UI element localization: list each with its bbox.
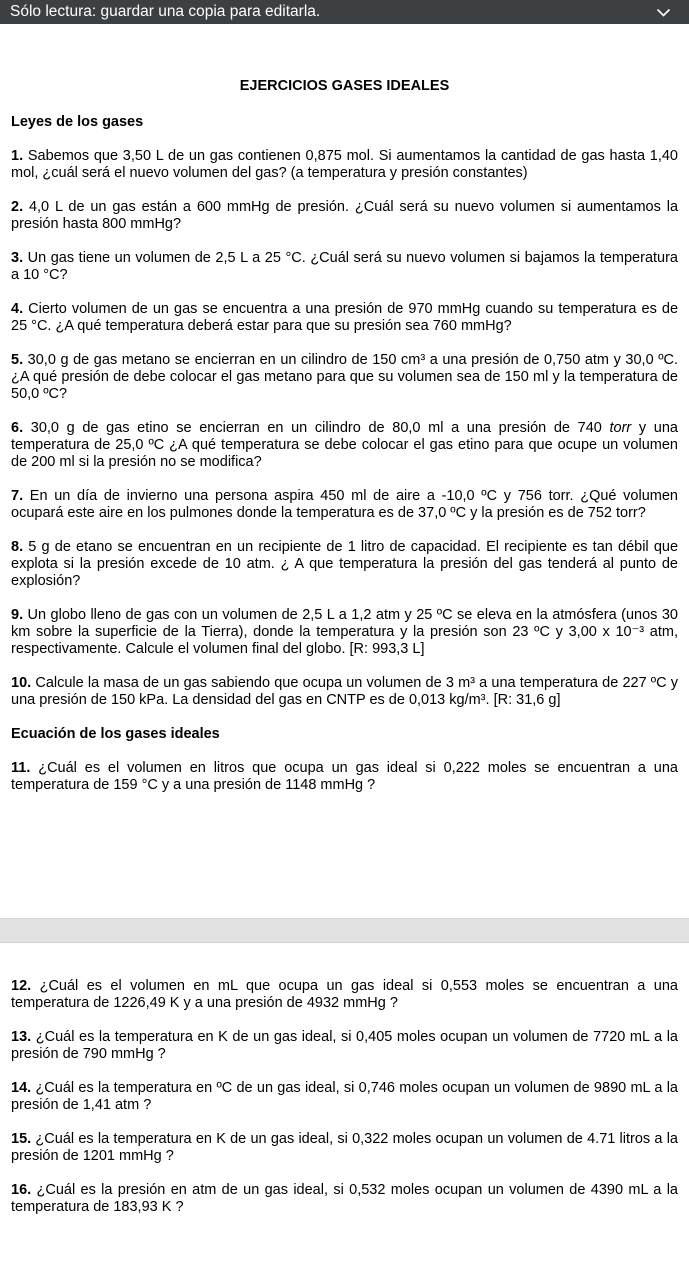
chevron-down-icon[interactable] [656, 8, 671, 17]
exercise-14 [11, 1080, 678, 1114]
exercise-1 [11, 148, 678, 182]
document-page-1 [0, 78, 689, 918]
document-title: EJERCICIOS GASES IDEALES [239, 78, 450, 94]
exercise-15-number: 15. [11, 1131, 32, 1147]
exercise-16 [11, 1182, 678, 1216]
exercise-4-text: Cierto volumen de un gas se encuentra a una presión de 970 mmHg cuando su temperatura es de 25 °C. ¿A qué temperatura deberá estar para que su presión sea 760 mmHg? [11, 301, 679, 334]
exercise-10-number: 10. [11, 675, 32, 691]
exercise-2 [11, 199, 678, 233]
exercise-4-number: 4. [11, 301, 24, 317]
exercise-12-text: ¿Cuál es el volumen en mL que ocupa un gas ideal si 0,553 moles se encuentran a una temperatura de 1226,49 K y a una presión de 4932 mmHg ? [11, 978, 678, 1011]
exercise-13 [11, 1029, 678, 1063]
page-break [0, 918, 689, 943]
exercise-11-number: 11. [11, 760, 31, 776]
readonly-banner-text: Sólo lectura: guardar una copia para editarla. [10, 3, 321, 20]
exercise-9-text: Un globo lleno de gas con un volumen de 2,5 L a 1,2 atm y 25 ºC se eleva en la atmósfera (unos 30 km sobre la superficie de la Tierra), donde la temperatura y la presión son 23 ºC y 3,00 x 10⁻³ atm, respectivamente. Calcule el volumen final del globo. [R: 993,3 L] [11, 607, 678, 657]
readonly-banner[interactable] [0, 0, 689, 24]
exercise-11 [11, 760, 678, 794]
exercise-11-text: ¿Cuál es el volumen en litros que ocupa un gas ideal si 0,222 moles se encuentran a una temperatura de 159 °C y a una presión de 1148 mmHg ? [11, 760, 679, 793]
exercise-2-number: 2. [11, 199, 24, 215]
exercise-3-text: Un gas tiene un volumen de 2,5 L a 25 °C. ¿Cuál será su nuevo volumen si bajamos la temperatura a 10 °C? [11, 250, 678, 283]
exercise-10 [11, 675, 678, 709]
exercise-7-number: 7. [11, 488, 24, 504]
exercise-7-text: En un día de invierno una persona aspira 450 ml de aire a -10,0 ºC y 756 torr. ¿Qué volumen ocupará este aire en los pulmones donde la temperatura es de 37,0 ºC y la presión es de 752 torr? [11, 488, 678, 521]
exercise-12 [11, 978, 678, 1012]
exercise-16-text: ¿Cuál es la presión en atm de un gas ideal, si 0,532 moles ocupan un volumen de 4390 mL a la temperatura de 183,93 K ? [11, 1182, 678, 1215]
document-page-2 [0, 943, 689, 1216]
exercise-5 [11, 352, 678, 403]
exercise-8-text: 5 g de etano se encuentran en un recipiente de 1 litro de capacidad. El recipiente es tan débil que explota si la presión excede de 10 atm. ¿ A que temperatura la presión del gas tenderá al punto de explosión? [11, 539, 679, 589]
exercise-8 [11, 539, 678, 590]
exercise-6-text-italic: torr [609, 420, 632, 436]
exercise-5-number: 5. [11, 352, 24, 368]
exercise-2-text: 4,0 L de un gas están a 600 mmHg de presión. ¿Cuál será su nuevo volumen si aumentamos la presión hasta 800 mmHg? [11, 199, 679, 232]
exercise-10-text: Calcule la masa de un gas sabiendo que ocupa un volumen de 3 m³ a una temperatura de 227 ºC y una presión de 150 kPa. La densidad del gas en CNTP es de 0,013 kg/m³. [R: 31,6 g] [11, 675, 679, 708]
section-heading-ecuacion: Ecuación de los gases ideales [11, 726, 220, 742]
exercise-12-number: 12. [11, 978, 32, 994]
exercise-1-text: Sabemos que 3,50 L de un gas contienen 0,875 mol. Si aumentamos la cantidad de gas hasta 1,40 mol, ¿cuál será el nuevo volumen del gas? (a temperatura y presión constantes) [11, 148, 678, 181]
exercise-15 [11, 1131, 678, 1165]
exercise-6-number: 6. [11, 420, 24, 436]
exercise-13-text: ¿Cuál es la temperatura en K de un gas ideal, si 0,405 moles ocupan un volumen de 7720 mL a la presión de 790 mmHg ? [11, 1029, 678, 1062]
exercise-1-number: 1. [11, 148, 24, 164]
exercise-9 [11, 607, 678, 658]
exercise-8-number: 8. [11, 539, 24, 555]
exercise-7 [11, 488, 678, 522]
exercise-3-number: 3. [11, 250, 24, 266]
exercise-14-text: ¿Cuál es la temperatura en ºC de un gas ideal, si 0,746 moles ocupan un volumen de 9890 mL a la presión de 1,41 atm ? [11, 1080, 678, 1113]
exercise-16-number: 16. [11, 1182, 32, 1198]
exercise-5-text: 30,0 g de gas metano se encierran en un cilindro de 150 cm³ a una presión de 0,750 atm y 30,0 ºC. ¿A qué presión de debe colocar el gas metano para que su volumen sea de 150 ml y la temperatura de 50,0 ºC? [11, 352, 678, 402]
exercise-13-number: 13. [11, 1029, 32, 1045]
exercise-14-number: 14. [11, 1080, 32, 1096]
exercise-15-text: ¿Cuál es la temperatura en K de un gas ideal, si 0,322 moles ocupan un volumen de 4.71 litros a la presión de 1201 mmHg ? [11, 1131, 679, 1164]
exercise-4 [11, 301, 678, 335]
exercise-9-number: 9. [11, 607, 24, 623]
exercise-6 [11, 420, 678, 471]
section-heading-leyes: Leyes de los gases [11, 114, 144, 130]
exercise-6-text-pre: 30,0 g de gas etino se encierran en un cilindro de 80,0 ml a una presión de 740 [30, 420, 610, 436]
exercise-3 [11, 250, 678, 284]
exercise-6-text-post: y una temperatura de 25,0 ºC ¿A qué temperatura se debe colocar el gas etino para que ocupe un volumen de 200 ml si la presión no se modifica? [11, 420, 678, 470]
